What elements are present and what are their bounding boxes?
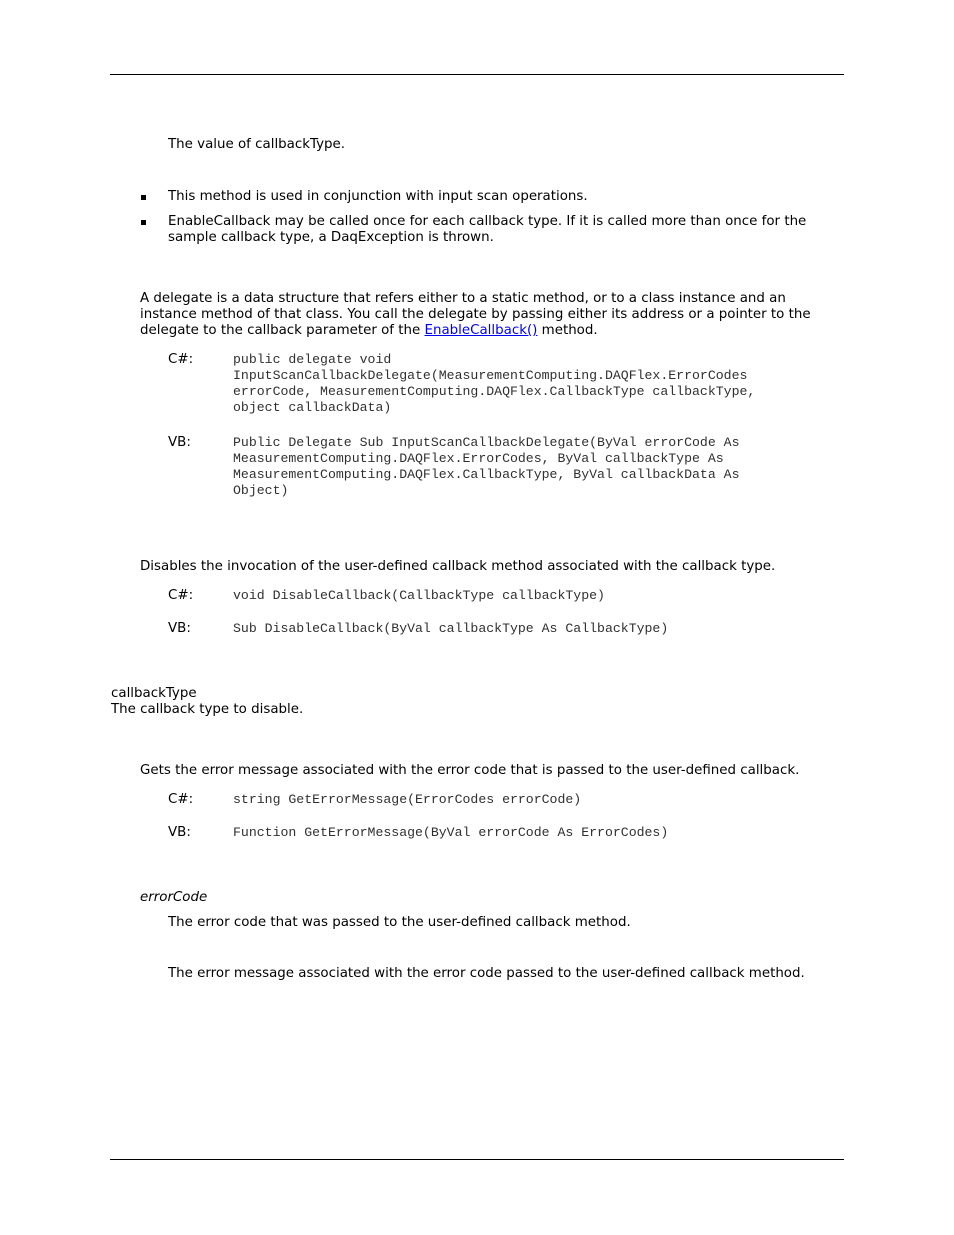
- vb-label: VB:: [168, 825, 191, 840]
- parameter-description: The callback type to disable.: [111, 702, 304, 717]
- delegate-description: [140, 323, 598, 339]
- header-rule: [110, 74, 844, 75]
- get-error-message-description: Gets the error message associated with the error code that is passed to the user-defined callback.: [140, 763, 800, 778]
- code-line: errorCode, MeasurementComputing.DAQFlex.CallbackType callbackType,: [233, 384, 756, 399]
- parameter-name: [140, 890, 207, 906]
- bullet-icon: [141, 220, 146, 225]
- return-value-text: The value of callbackType.: [168, 137, 345, 152]
- code-line: Public Delegate Sub InputScanCallbackDelegate(ByVal errorCode As: [233, 435, 740, 450]
- code-line: MeasurementComputing.DAQFlex.CallbackType, ByVal callbackData As: [233, 467, 740, 482]
- csharp-label: C#:: [168, 588, 194, 603]
- code-line: object callbackData): [233, 400, 392, 415]
- csharp-code-line: string GetErrorMessage(ErrorCodes errorCode): [233, 792, 582, 807]
- bullet-icon: [141, 195, 146, 200]
- parameter-name-text: errorCode: [140, 890, 208, 905]
- parameter-name: callbackType: [111, 686, 197, 701]
- note-item: This method is used in conjunction with input scan operations.: [168, 189, 588, 204]
- vb-label: VB:: [168, 621, 191, 636]
- note-item: EnableCallback may be called once for each callback type. If it is called more than once for the: [168, 214, 807, 229]
- return-value-text: The error message associated with the error code passed to the user-defined callback method.: [168, 966, 805, 981]
- code-line: Object): [233, 483, 289, 498]
- delegate-description-text: method.: [537, 323, 598, 338]
- note-item-continued: sample callback type, a DaqException is thrown.: [168, 230, 494, 245]
- vb-label: VB:: [168, 435, 191, 450]
- code-line: InputScanCallbackDelegate(MeasurementComputing.DAQFlex.ErrorCodes: [233, 368, 748, 383]
- csharp-code-line: void DisableCallback(CallbackType callbackType): [233, 588, 605, 603]
- parameter-description: The error code that was passed to the user-defined callback method.: [168, 915, 631, 930]
- code-line: public delegate void: [233, 352, 392, 367]
- delegate-description: instance method of that class. You call the delegate by passing either its address or a pointer to the: [140, 307, 811, 322]
- footer-rule: [110, 1159, 844, 1160]
- enable-callback-link[interactable]: EnableCallback(): [424, 323, 538, 338]
- csharp-label: C#:: [168, 792, 194, 807]
- code-line: MeasurementComputing.DAQFlex.ErrorCodes, ByVal callbackType As: [233, 451, 724, 466]
- csharp-label: C#:: [168, 352, 194, 367]
- disable-callback-description: Disables the invocation of the user-defined callback method associated with the callback type.: [140, 559, 776, 574]
- vb-code-line: Function GetErrorMessage(ByVal errorCode As ErrorCodes): [233, 825, 669, 840]
- delegate-description: A delegate is a data structure that refers either to a static method, or to a class instance and an: [140, 291, 786, 306]
- delegate-description-text: delegate to the callback parameter of the: [140, 323, 425, 338]
- vb-code-line: Sub DisableCallback(ByVal callbackType As CallbackType): [233, 621, 669, 636]
